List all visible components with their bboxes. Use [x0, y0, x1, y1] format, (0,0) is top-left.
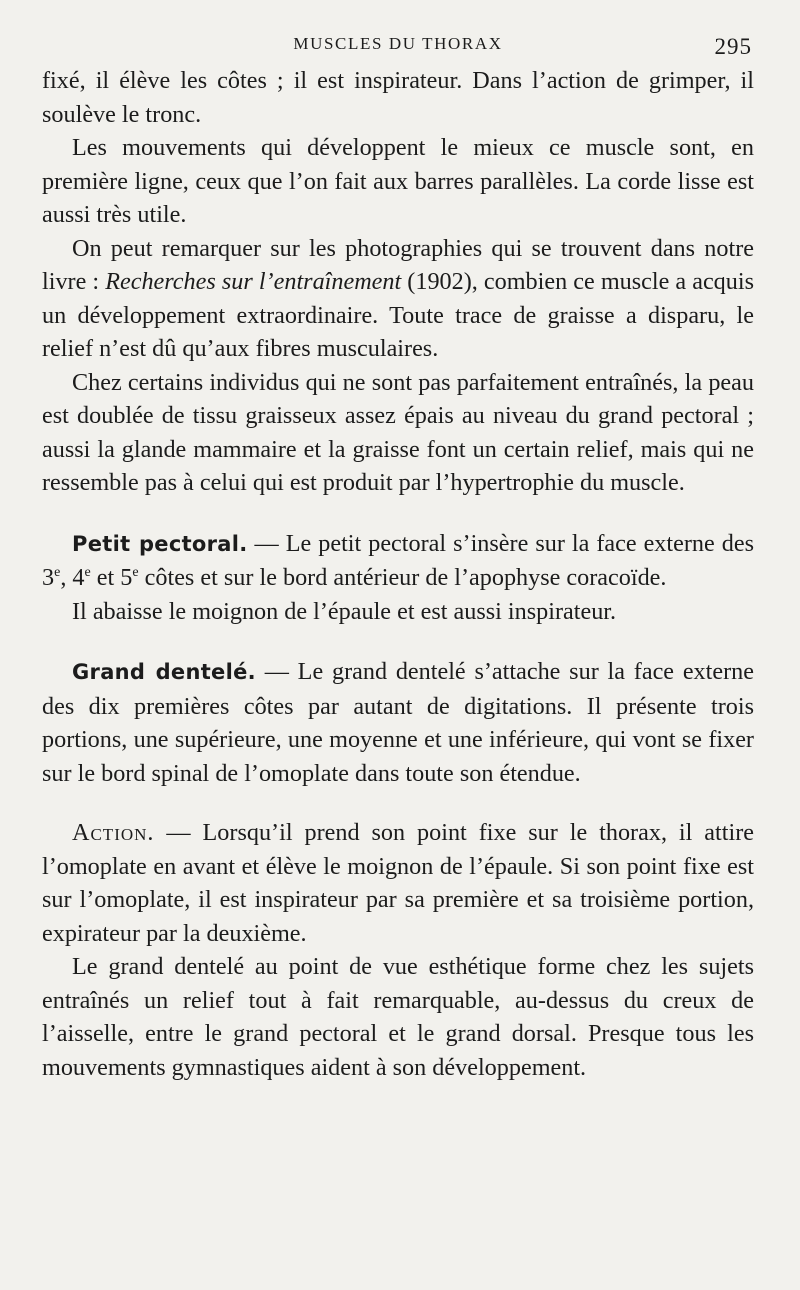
superscript: e — [132, 565, 139, 580]
running-title: MUSCLES DU THORAX — [293, 34, 503, 53]
subheading-action: Action. — [72, 819, 155, 846]
paragraph-continuation: fixé, il élève les côtes ; il est inspirateur. Dans l’action de grimper, il soulève le tronc. — [42, 67, 754, 128]
paragraph-text: , 4 — [60, 564, 85, 591]
paragraph-text: — Le petit pectoral s’insère sur la face externe des 3 — [42, 529, 754, 591]
section-heading-grand-dentele: Grand dentelé. — [72, 660, 256, 684]
paragraph-exercises: Les mouvements qui développent le mieux ce muscle sont, en première ligne, ceux que l’on fait aux barres parallèles. La corde lisse est aussi très utile. — [42, 134, 754, 228]
paragraph-text: côtes et sur le bord antérieur de l’apophyse coracoïde. — [138, 564, 667, 591]
paragraph-text: — Le grand dentelé s’attache sur la face externe des dix premières côtes par autant de digitations. Il présente trois portions, une supérieure, une moyenne et une inférieure, qui vont se fixer sur le bord spinal de l’omoplate dans toute son étendue. — [42, 658, 754, 787]
paragraph-petit-pectoral — [42, 527, 754, 595]
paragraph-text: (1902), combien ce muscle a acquis un développement extraordinaire. Toute trace de graisse a disparu, le relief n’est dû qu’aux fibres musculaires. — [42, 268, 755, 362]
superscript: e — [54, 565, 61, 580]
paragraph-fat-tissue: Chez certains individus qui ne sont pas parfaitement entraînés, la peau est doublée de tissu graisseux assez épais au niveau du grand pectoral ; aussi la glande mammaire et la graisse font un certain relief, mais qui ne ressemble pas à celui qui est produit par l’hypertrophie du muscle. — [42, 368, 754, 496]
paragraph-petit-pectoral-action: Il abaisse le moignon de l’épaule et est aussi inspirateur. — [72, 597, 617, 625]
paragraph-action — [42, 816, 754, 950]
paragraph-grand-dentele — [42, 655, 754, 790]
paragraph-esthetics: Le grand dentelé au point de vue esthétique forme chez les sujets entraînés un relief tout à fait remarquable, au-dessus du creux de l’aisselle, entre le grand pectoral et le grand dorsal. Presque tous les mouvements gymnastiques aident à son développement. — [42, 953, 754, 1081]
book-title-italic: Recherches sur l’entraînement — [105, 268, 402, 295]
paragraph-text: et 5 — [90, 564, 133, 591]
page-header — [42, 30, 754, 64]
section-heading-petit-pectoral: Petit pectoral. — [72, 531, 248, 556]
superscript: e — [84, 565, 91, 580]
paragraph-photographs — [42, 232, 754, 366]
body-text — [42, 64, 754, 1084]
page-number: 295 — [714, 34, 752, 59]
paragraph-text: — Lorsqu’il prend son point fixe sur le thorax, il attire l’omoplate en avant et élève le moignon de l’épaule. Si son point fixe est sur l’omoplate, il est inspirateur par sa première et sa troisième portion, expirateur par la deuxième. — [42, 819, 754, 947]
paragraph-text: On peut remarquer sur les photographies qui se trouvent dans notre livre : — [42, 234, 754, 295]
